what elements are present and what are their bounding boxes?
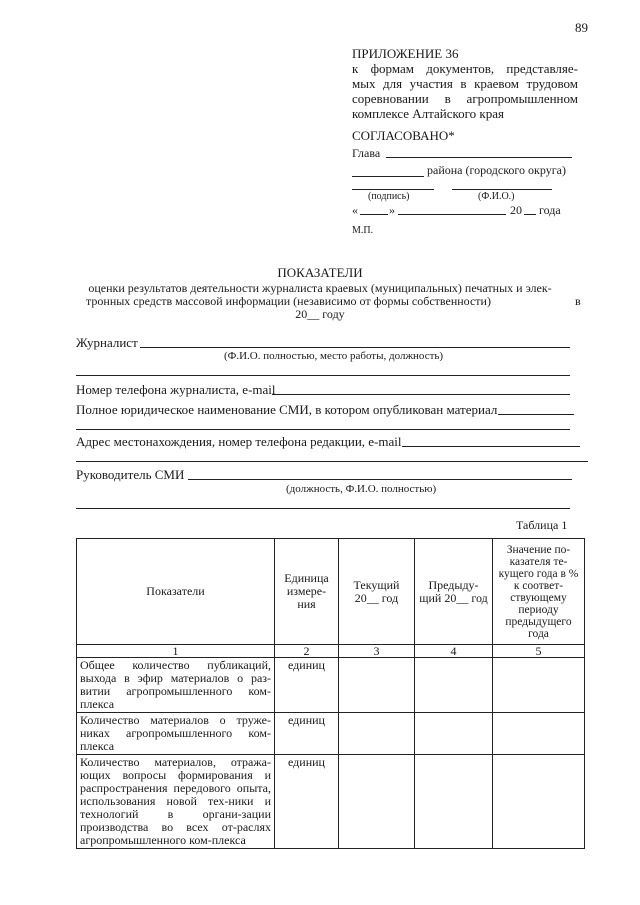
header-previous-year: Предыду-щий 20__ год	[415, 539, 493, 645]
header-percent: Значение по-казателя те-кущего года в % к соответ-ствующему периоду предыдущего года	[493, 539, 585, 645]
journalist-label: Журналист	[76, 335, 138, 350]
signature-line	[352, 189, 434, 190]
column-number: 3	[339, 645, 415, 658]
page-number: 89	[575, 20, 588, 35]
district-name-line	[352, 176, 424, 177]
indicator-cell: Общее количество публикаций, выхода в эфир материалов о раз-витии агропромышленного ком-плекса	[77, 658, 275, 713]
column-numbers-row	[77, 645, 585, 658]
media-name-label: Полное юридическое наименование СМИ, в котором опубликован материал	[76, 402, 498, 417]
appendix-line-3: соревновании в агропромышленном	[352, 91, 578, 106]
signature-caption: (подпись)	[368, 191, 410, 202]
column-number: 1	[77, 645, 275, 658]
media-head-label: Руководитель СМИ	[76, 467, 185, 482]
current-value-cell[interactable]	[339, 658, 415, 713]
indicator-cell: Количество материалов о труже-никах агропромышленного ком-плекса	[77, 713, 275, 755]
journalist-field-continued[interactable]	[76, 375, 570, 376]
table-header-row	[77, 539, 585, 645]
name-caption: (Ф.И.О.)	[478, 191, 515, 202]
appendix-line-4: комплексе Алтайского края	[352, 106, 504, 121]
document-subtitle-line-2: тронных средств массовой информации (независимо от формы собственности)	[86, 294, 491, 308]
indicator-cell: Количество материалов, отража-ющих вопросы формирования и распространения передового опыта, использования новой тех-ники и технологий в органи-зации производства во всех от-раслях агропромышленного ком-плекса	[77, 755, 275, 849]
phone-label: Номер телефона журналиста, e-mail	[76, 382, 276, 397]
percent-value-cell[interactable]	[493, 713, 585, 755]
phone-field[interactable]	[272, 394, 570, 395]
approval-district-label: района (городского округа)	[427, 163, 566, 177]
document-subtitle-line-3: 20__ году	[295, 307, 345, 321]
appendix-line-1: к формам документов, представляе-	[352, 61, 578, 76]
header-unit: Единица измере-ния	[275, 539, 339, 645]
journalist-field[interactable]	[140, 347, 570, 348]
document-subtitle-line-1: оценки результатов деятельности журналиста краевых (муниципальных) печатных и элек-	[88, 281, 552, 295]
header-indicators: Показатели	[77, 539, 275, 645]
date-day-line	[360, 214, 388, 215]
date-year-prefix: 20	[510, 203, 522, 217]
appendix-title: ПРИЛОЖЕНИЕ 36	[352, 46, 459, 61]
indicators-table	[76, 538, 585, 849]
column-number: 4	[415, 645, 493, 658]
table-row	[77, 755, 585, 849]
media-name-field-continued[interactable]	[76, 429, 570, 430]
appendix-block	[352, 46, 578, 121]
previous-value-cell[interactable]	[415, 755, 493, 849]
current-value-cell[interactable]	[339, 713, 415, 755]
approval-title: СОГЛАСОВАНО*	[352, 128, 455, 143]
unit-cell: единиц	[275, 658, 339, 713]
previous-value-cell[interactable]	[415, 658, 493, 713]
date-year-line	[524, 214, 536, 215]
stamp-label: М.П.	[352, 225, 374, 236]
column-number: 5	[493, 645, 585, 658]
media-head-caption: (должность, Ф.И.О. полностью)	[286, 483, 437, 495]
table-row	[77, 713, 585, 755]
date-month-line	[398, 214, 506, 215]
table-row	[77, 658, 585, 713]
address-field[interactable]	[402, 446, 580, 447]
previous-value-cell[interactable]	[415, 713, 493, 755]
date-year-suffix: года	[539, 203, 561, 217]
media-head-field[interactable]	[188, 479, 572, 480]
percent-value-cell[interactable]	[493, 658, 585, 713]
name-line	[452, 189, 552, 190]
media-head-field-continued[interactable]	[76, 508, 570, 509]
percent-value-cell[interactable]	[493, 755, 585, 849]
appendix-line-2: мых для участия в краевом трудовом	[352, 76, 578, 91]
header-current-year: Текущий 20__ год	[339, 539, 415, 645]
date-close-quote: »	[389, 203, 395, 217]
unit-cell: единиц	[275, 755, 339, 849]
table-caption: Таблица 1	[516, 518, 568, 532]
document-title: ПОКАЗАТЕЛИ	[277, 265, 363, 280]
current-value-cell[interactable]	[339, 755, 415, 849]
column-number: 2	[275, 645, 339, 658]
address-field-continued[interactable]	[76, 461, 588, 462]
head-name-line	[386, 157, 572, 158]
journalist-caption: (Ф.И.О. полностью, место работы, должность)	[224, 350, 444, 362]
unit-cell: единиц	[275, 713, 339, 755]
approval-head-label: Глава	[352, 146, 381, 160]
document-subtitle-line-2-tail: в	[575, 294, 581, 308]
date-open-quote: «	[352, 203, 358, 217]
media-name-field[interactable]	[498, 414, 574, 415]
address-label: Адрес местонахождения, номер телефона редакции, e-mail	[76, 434, 402, 449]
